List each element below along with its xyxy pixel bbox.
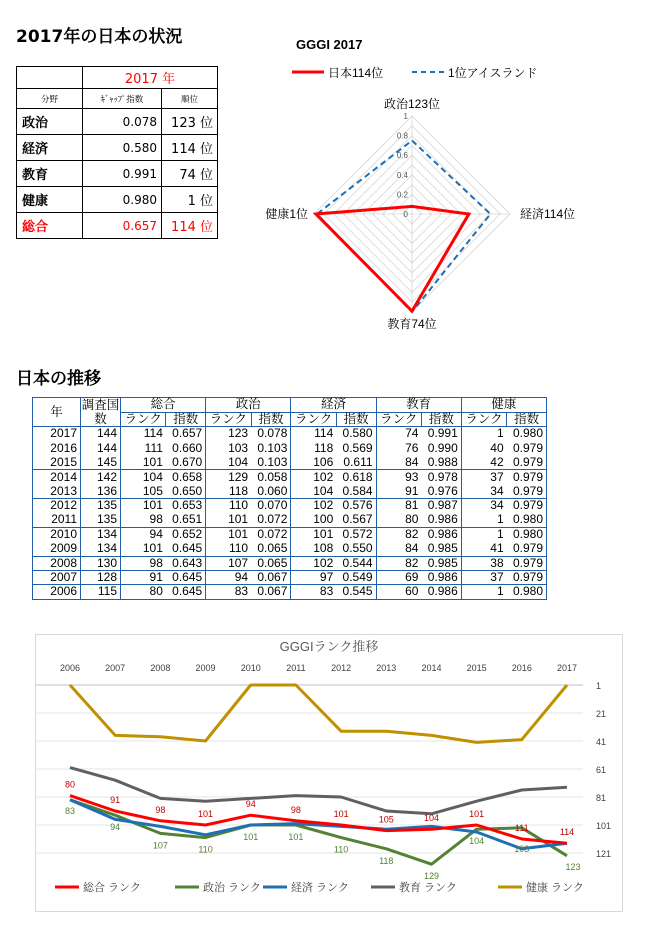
- hist-rank-cell: 110: [206, 498, 251, 512]
- hist-index-cell: 0.988: [421, 455, 461, 469]
- hist-group: 教育: [376, 398, 461, 413]
- hist-index-cell: 0.643: [166, 556, 206, 570]
- hist-index-cell: 0.980: [507, 527, 547, 541]
- hist-year-cell: 2006: [33, 585, 81, 599]
- hist-rank-cell: 69: [376, 570, 421, 584]
- hist-index-cell: 0.985: [421, 556, 461, 570]
- hist-rank-cell: 34: [461, 498, 506, 512]
- hist-rank-cell: 82: [376, 527, 421, 541]
- hist-group: 経済: [291, 398, 376, 413]
- hist-index-cell: 0.650: [166, 484, 206, 498]
- hist-count-cell: 128: [81, 570, 121, 584]
- hist-rank-cell: 114: [121, 427, 166, 441]
- data-label: 98: [290, 804, 301, 815]
- x-tick-label: 2017: [556, 663, 578, 673]
- data-label: 104: [423, 813, 439, 824]
- hist-index-cell: 0.979: [507, 556, 547, 570]
- hist-year-cell: 2016: [33, 441, 81, 455]
- hist-rank-cell: 98: [121, 513, 166, 527]
- summary-label: 政治: [17, 109, 83, 135]
- hist-rank-cell: 41: [461, 542, 506, 556]
- trend-title: 日本の推移: [16, 369, 101, 389]
- hist-rank-cell: 104: [291, 484, 336, 498]
- hist-sub-rank: ランク: [206, 412, 251, 427]
- hist-rank-cell: 102: [291, 556, 336, 570]
- hist-sub-index: 指数: [421, 412, 461, 427]
- hist-sub-rank: ランク: [121, 412, 166, 427]
- table-row: [33, 455, 547, 469]
- data-label: 105: [378, 814, 394, 825]
- radar-tick-label: 1: [403, 112, 408, 121]
- data-label: 94: [110, 822, 121, 833]
- hist-col-year: 年: [33, 398, 81, 427]
- table-row: [33, 570, 547, 584]
- hist-rank-cell: 102: [291, 470, 336, 484]
- hist-rank-cell: 98: [121, 556, 166, 570]
- data-label: 101: [243, 832, 259, 842]
- radar-chart: [240, 30, 580, 340]
- hist-index-cell: 0.979: [507, 484, 547, 498]
- hist-count-cell: 142: [81, 470, 121, 484]
- hist-index-cell: 0.572: [336, 527, 376, 541]
- hist-sub-index: 指数: [251, 412, 291, 427]
- history-table: [32, 397, 547, 600]
- summary-col-field: 分野: [17, 89, 83, 109]
- hist-index-cell: 0.645: [166, 585, 206, 599]
- hist-index-cell: 0.976: [421, 484, 461, 498]
- hist-rank-cell: 101: [121, 455, 166, 469]
- hist-index-cell: 0.980: [507, 585, 547, 599]
- hist-index-cell: 0.979: [507, 498, 547, 512]
- x-tick-label: 2010: [240, 663, 261, 673]
- data-label: 103: [514, 843, 530, 854]
- data-label: 101: [198, 809, 214, 819]
- hist-index-cell: 0.645: [166, 570, 206, 584]
- x-tick-label: 2015: [466, 663, 487, 673]
- hist-index-cell: 0.645: [166, 542, 206, 556]
- hist-index-cell: 0.979: [507, 455, 547, 469]
- hist-rank-cell: 34: [461, 484, 506, 498]
- hist-rank-cell: 97: [291, 570, 336, 584]
- summary-col-index: ｷﾞｬｯﾌﾟ指数: [83, 89, 162, 109]
- data-label: 129: [423, 871, 439, 882]
- table-row: [33, 441, 547, 455]
- hist-year-cell: 2015: [33, 455, 81, 469]
- hist-rank-cell: 101: [206, 513, 251, 527]
- hist-count-cell: 145: [81, 455, 121, 469]
- hist-index-cell: 0.657: [166, 427, 206, 441]
- data-label: 94: [245, 799, 256, 810]
- hist-sub-index: 指数: [336, 412, 376, 427]
- hist-index-cell: 0.980: [507, 427, 547, 441]
- data-label: 91: [110, 795, 121, 805]
- hist-rank-cell: 104: [206, 455, 251, 469]
- hist-index-cell: 0.670: [166, 455, 206, 469]
- hist-index-cell: 0.576: [336, 498, 376, 512]
- hist-rank-cell: 118: [291, 441, 336, 455]
- hist-index-cell: 0.549: [336, 570, 376, 584]
- data-label: 114: [559, 827, 575, 838]
- hist-rank-cell: 74: [376, 427, 421, 441]
- hist-index-cell: 0.611: [336, 455, 376, 469]
- summary-col-rank: 順位: [162, 89, 218, 109]
- data-label: 101: [333, 809, 349, 819]
- legend-label: 教育 ランク: [399, 882, 457, 894]
- hist-count-cell: 144: [81, 441, 121, 455]
- radar-tick-label: 0.4: [396, 170, 408, 180]
- hist-rank-cell: 110: [206, 542, 251, 556]
- hist-count-cell: 130: [81, 556, 121, 570]
- hist-rank-cell: 94: [121, 527, 166, 541]
- radar-tick-label: 0.2: [396, 190, 408, 200]
- radar-axis-label: 教育74位: [387, 317, 437, 331]
- hist-rank-cell: 37: [461, 570, 506, 584]
- hist-index-cell: 0.580: [336, 427, 376, 441]
- hist-index-cell: 0.652: [166, 527, 206, 541]
- data-label: 107: [152, 840, 168, 851]
- hist-index-cell: 0.979: [507, 470, 547, 484]
- hist-rank-cell: 101: [121, 542, 166, 556]
- y-tick-label: 21: [596, 709, 607, 719]
- hist-rank-cell: 111: [121, 441, 166, 455]
- table-row: [33, 542, 547, 556]
- summary-index: 0.980: [83, 187, 162, 213]
- summary-index: 0.078: [83, 109, 162, 135]
- hist-group: 健康: [461, 398, 546, 413]
- y-tick-label: 81: [596, 793, 607, 803]
- hist-index-cell: 0.103: [251, 441, 291, 455]
- hist-rank-cell: 102: [291, 498, 336, 512]
- table-row: [33, 585, 547, 599]
- hist-rank-cell: 37: [461, 470, 506, 484]
- hist-index-cell: 0.987: [421, 498, 461, 512]
- legend-label: 経済 ランク: [291, 882, 349, 894]
- hist-index-cell: 0.986: [421, 527, 461, 541]
- x-tick-label: 2006: [59, 663, 81, 673]
- y-tick-label: 121: [596, 849, 612, 859]
- summary-index: 0.657: [83, 213, 162, 239]
- data-label: 110: [333, 844, 349, 855]
- data-label: 101: [469, 809, 485, 819]
- hist-rank-cell: 83: [206, 585, 251, 599]
- legend-label: 政治 ランク: [203, 882, 261, 894]
- hist-index-cell: 0.072: [251, 527, 291, 541]
- hist-count-cell: 134: [81, 527, 121, 541]
- table-row: [33, 498, 547, 512]
- radar-tick-label: 0.8: [396, 131, 408, 141]
- y-tick-label: 1: [596, 681, 602, 691]
- hist-rank-cell: 101: [291, 527, 336, 541]
- rank-line-chart: [35, 634, 623, 912]
- hist-rank-cell: 40: [461, 441, 506, 455]
- hist-index-cell: 0.985: [421, 542, 461, 556]
- hist-rank-cell: 1: [461, 527, 506, 541]
- hist-year-cell: 2009: [33, 542, 81, 556]
- hist-rank-cell: 83: [291, 585, 336, 599]
- hist-count-cell: 115: [81, 585, 121, 599]
- radar-axis-label: 健康1位: [265, 207, 308, 221]
- hist-rank-cell: 80: [121, 585, 166, 599]
- summary-row: [17, 187, 218, 213]
- data-label: 118: [379, 855, 394, 866]
- legend-label: 日本114位: [328, 66, 384, 80]
- hist-rank-cell: 60: [376, 585, 421, 599]
- hist-index-cell: 0.991: [421, 427, 461, 441]
- legend-label: 1位アイスランド: [448, 66, 538, 80]
- table-row: [33, 470, 547, 484]
- hist-index-cell: 0.584: [336, 484, 376, 498]
- hist-sub-rank: ランク: [291, 412, 336, 427]
- hist-rank-cell: 94: [206, 570, 251, 584]
- hist-rank-cell: 81: [376, 498, 421, 512]
- legend-label: 健康 ランク: [526, 882, 584, 894]
- hist-index-cell: 0.567: [336, 513, 376, 527]
- hist-index-cell: 0.067: [251, 570, 291, 584]
- radar-axis-label: 政治123位: [383, 97, 441, 111]
- radar-axis-label: 経済114位: [520, 207, 576, 221]
- data-label: 104: [469, 836, 485, 847]
- hist-rank-cell: 114: [291, 427, 336, 441]
- summary-index: 0.991: [83, 161, 162, 187]
- radar-title: GGGI 2017: [296, 37, 363, 52]
- summary-index: 0.580: [83, 135, 162, 161]
- hist-sub-rank: ランク: [461, 412, 506, 427]
- data-label: 110: [198, 844, 213, 855]
- summary-label: 経済: [17, 135, 83, 161]
- hist-rank-cell: 76: [376, 441, 421, 455]
- hist-rank-cell: 108: [291, 542, 336, 556]
- table-row: [33, 513, 547, 527]
- hist-count-cell: 134: [81, 542, 121, 556]
- hist-index-cell: 0.986: [421, 570, 461, 584]
- hist-col-count: 調査国数: [81, 398, 120, 426]
- hist-group: 総合: [121, 398, 206, 413]
- hist-index-cell: 0.067: [251, 585, 291, 599]
- hist-index-cell: 0.058: [251, 470, 291, 484]
- summary-row: [17, 135, 218, 161]
- hist-count-cell: 144: [81, 427, 121, 441]
- hist-index-cell: 0.544: [336, 556, 376, 570]
- x-tick-label: 2016: [511, 663, 532, 673]
- y-tick-label: 41: [596, 737, 607, 747]
- hist-rank-cell: 82: [376, 556, 421, 570]
- hist-year-cell: 2014: [33, 470, 81, 484]
- hist-index-cell: 0.065: [251, 556, 291, 570]
- hist-year-cell: 2010: [33, 527, 81, 541]
- hist-rank-cell: 84: [376, 542, 421, 556]
- table-row: [33, 427, 547, 441]
- hist-index-cell: 0.658: [166, 470, 206, 484]
- hist-index-cell: 0.660: [166, 441, 206, 455]
- hist-index-cell: 0.078: [251, 427, 291, 441]
- hist-index-cell: 0.060: [251, 484, 291, 498]
- radar-series-iceland: [317, 141, 490, 313]
- summary-year-header: 2017 年: [83, 67, 218, 89]
- hist-count-cell: 135: [81, 498, 121, 512]
- x-tick-label: 2012: [331, 663, 352, 673]
- hist-year-cell: 2007: [33, 570, 81, 584]
- hist-index-cell: 0.103: [251, 455, 291, 469]
- hist-index-cell: 0.990: [421, 441, 461, 455]
- hist-count-cell: 135: [81, 513, 121, 527]
- radar-tick-label: 0.6: [396, 151, 408, 161]
- hist-rank-cell: 101: [121, 498, 166, 512]
- hist-index-cell: 0.979: [507, 441, 547, 455]
- hist-year-cell: 2013: [33, 484, 81, 498]
- hist-index-cell: 0.986: [421, 585, 461, 599]
- hist-year-cell: 2012: [33, 498, 81, 512]
- data-label: 123: [565, 861, 581, 872]
- hist-year-cell: 2017: [33, 427, 81, 441]
- summary-row: [17, 109, 218, 135]
- hist-index-cell: 0.065: [251, 542, 291, 556]
- x-tick-label: 2007: [105, 663, 126, 673]
- data-label: 83: [64, 805, 76, 816]
- table-row: [33, 484, 547, 498]
- summary-row-total: [17, 213, 218, 239]
- hist-index-cell: 0.651: [166, 513, 206, 527]
- hist-rank-cell: 123: [206, 427, 251, 441]
- summary-label: 教育: [17, 161, 83, 187]
- hist-rank-cell: 105: [121, 484, 166, 498]
- hist-index-cell: 0.979: [507, 570, 547, 584]
- hist-rank-cell: 103: [206, 441, 251, 455]
- hist-rank-cell: 91: [376, 484, 421, 498]
- hist-index-cell: 0.070: [251, 498, 291, 512]
- y-tick-label: 61: [596, 765, 607, 775]
- hist-index-cell: 0.653: [166, 498, 206, 512]
- hist-group: 政治: [206, 398, 291, 413]
- summary-corner: [17, 67, 83, 89]
- hist-sub-index: 指数: [507, 412, 547, 427]
- hist-rank-cell: 118: [206, 484, 251, 498]
- hist-rank-cell: 80: [376, 513, 421, 527]
- radar-tick-label: 0: [403, 210, 408, 219]
- summary-rank: 1 位: [162, 187, 218, 213]
- hist-rank-cell: 104: [121, 470, 166, 484]
- hist-rank-cell: 100: [291, 513, 336, 527]
- hist-index-cell: 0.978: [421, 470, 461, 484]
- hist-index-cell: 0.980: [507, 513, 547, 527]
- hist-rank-cell: 38: [461, 556, 506, 570]
- hist-rank-cell: 1: [461, 585, 506, 599]
- hist-sub-index: 指数: [166, 412, 206, 427]
- hist-index-cell: 0.986: [421, 513, 461, 527]
- x-tick-label: 2009: [195, 663, 216, 673]
- hist-rank-cell: 106: [291, 455, 336, 469]
- hist-index-cell: 0.072: [251, 513, 291, 527]
- table-row: [33, 527, 547, 541]
- hist-rank-cell: 93: [376, 470, 421, 484]
- summary-label: 健康: [17, 187, 83, 213]
- summary-rank: 74 位: [162, 161, 218, 187]
- hist-index-cell: 0.550: [336, 542, 376, 556]
- summary-table: [16, 66, 218, 239]
- y-tick-label: 101: [596, 821, 612, 831]
- legend-label: 総合 ランク: [83, 882, 141, 894]
- data-label: 111: [514, 823, 529, 833]
- line-chart-title: GGGIランク推移: [279, 639, 379, 654]
- data-label: 98: [155, 804, 166, 815]
- x-tick-label: 2011: [286, 663, 306, 673]
- data-label: 101: [288, 832, 304, 842]
- data-label: 80: [64, 779, 76, 790]
- hist-rank-cell: 101: [206, 527, 251, 541]
- hist-rank-cell: 107: [206, 556, 251, 570]
- hist-rank-cell: 84: [376, 455, 421, 469]
- status-title: 2017年の日本の状況: [16, 27, 183, 47]
- x-tick-label: 2013: [376, 663, 397, 673]
- hist-rank-cell: 91: [121, 570, 166, 584]
- hist-rank-cell: 42: [461, 455, 506, 469]
- table-row: [33, 556, 547, 570]
- hist-year-cell: 2008: [33, 556, 81, 570]
- x-tick-label: 2008: [150, 663, 171, 673]
- hist-index-cell: 0.545: [336, 585, 376, 599]
- hist-rank-cell: 1: [461, 513, 506, 527]
- hist-index-cell: 0.569: [336, 441, 376, 455]
- chart-frame: [36, 635, 623, 912]
- hist-rank-cell: 1: [461, 427, 506, 441]
- summary-rank: 123 位: [162, 109, 218, 135]
- hist-year-cell: 2011: [33, 513, 81, 527]
- hist-count-cell: 136: [81, 484, 121, 498]
- x-tick-label: 2014: [421, 663, 442, 673]
- summary-rank: 114 位: [162, 213, 218, 239]
- summary-label: 総合: [17, 213, 83, 239]
- hist-sub-rank: ランク: [376, 412, 421, 427]
- hist-rank-cell: 129: [206, 470, 251, 484]
- summary-rank: 114 位: [162, 135, 218, 161]
- summary-row: [17, 161, 218, 187]
- hist-index-cell: 0.618: [336, 470, 376, 484]
- hist-index-cell: 0.979: [507, 542, 547, 556]
